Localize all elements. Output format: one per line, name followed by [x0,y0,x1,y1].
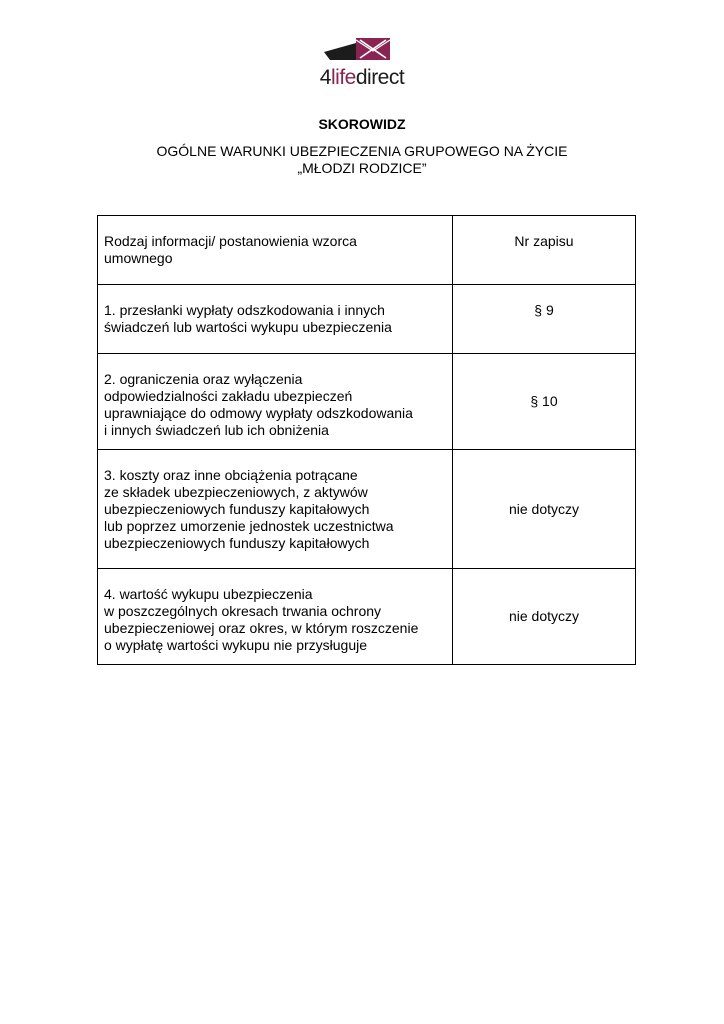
row-info-cell [98,354,453,450]
table-row [98,285,636,354]
subtitle-line-1: OGÓLNE WARUNKI UBEZPIECZENIA GRUPOWEGO NA ŻYCIE [156,143,568,159]
row-info-line: ubezpieczeniowej oraz okres, w którym roszczenie [104,620,419,636]
logo-wordmark [310,66,414,90]
row-info-line: o wypłatę wartości wykupu nie przysługuje [104,637,368,653]
header-ref-cell: Nr zapisu [453,216,636,285]
row-info-line: 4. wartość wykupu ubezpieczenia [104,586,313,602]
document-subtitle [0,143,724,177]
row-ref-cell: nie dotyczy [453,450,636,569]
table-header-row [98,216,636,285]
logo-direct: direct [355,66,405,89]
row-info-line: odpowiedzialności zakładu ubezpieczeń [104,388,353,404]
row-info-line: uprawniające do odmowy wypłaty odszkodowania [104,405,413,421]
row-info-line: 1. przesłanki wypłaty odszkodowania i innych [104,302,385,318]
row-info-line: 2. ograniczenia oraz wyłączenia [104,371,303,387]
index-table [97,215,636,665]
row-ref-cell: nie dotyczy [453,569,636,665]
logo-life: life [330,66,356,89]
company-logo [310,36,414,92]
row-info-line: świadczeń lub wartości wykupu ubezpieczenia [104,319,392,335]
header-info-line: umownego [104,250,173,266]
header-info-line: Rodzaj informacji/ postanowienia wzorca [104,233,357,249]
subtitle-line-2: „MŁODZI RODZICE” [297,160,427,176]
table-row [98,354,636,450]
row-info-line: w poszczególnych okresach trwania ochrony [104,603,382,619]
document-title: SKOROWIDZ [318,116,406,132]
row-info-line: ze składek ubezpieczeniowych, z aktywów [104,484,368,500]
row-info-line: ubezpieczeniowych funduszy kapitałowych [104,535,370,551]
row-ref-cell: § 9 [453,285,636,354]
logo-digit: 4 [319,66,331,89]
row-info-line: 3. koszty oraz inne obciążenia potrącane [104,467,358,483]
row-info-line: ubezpieczeniowych funduszy kapitałowych [104,501,370,517]
row-info-cell [98,285,453,354]
row-ref-cell: § 10 [453,354,636,450]
row-info-line: i innych świadczeń lub ich obniżenia [104,422,329,438]
envelope-x-logo-icon [310,36,414,66]
row-info-cell [98,569,453,665]
row-info-line: lub poprzez umorzenie jednostek uczestnictwa [104,518,394,534]
table-row [98,450,636,569]
row-info-cell [98,450,453,569]
header-info-cell [98,216,453,285]
table-row [98,569,636,665]
